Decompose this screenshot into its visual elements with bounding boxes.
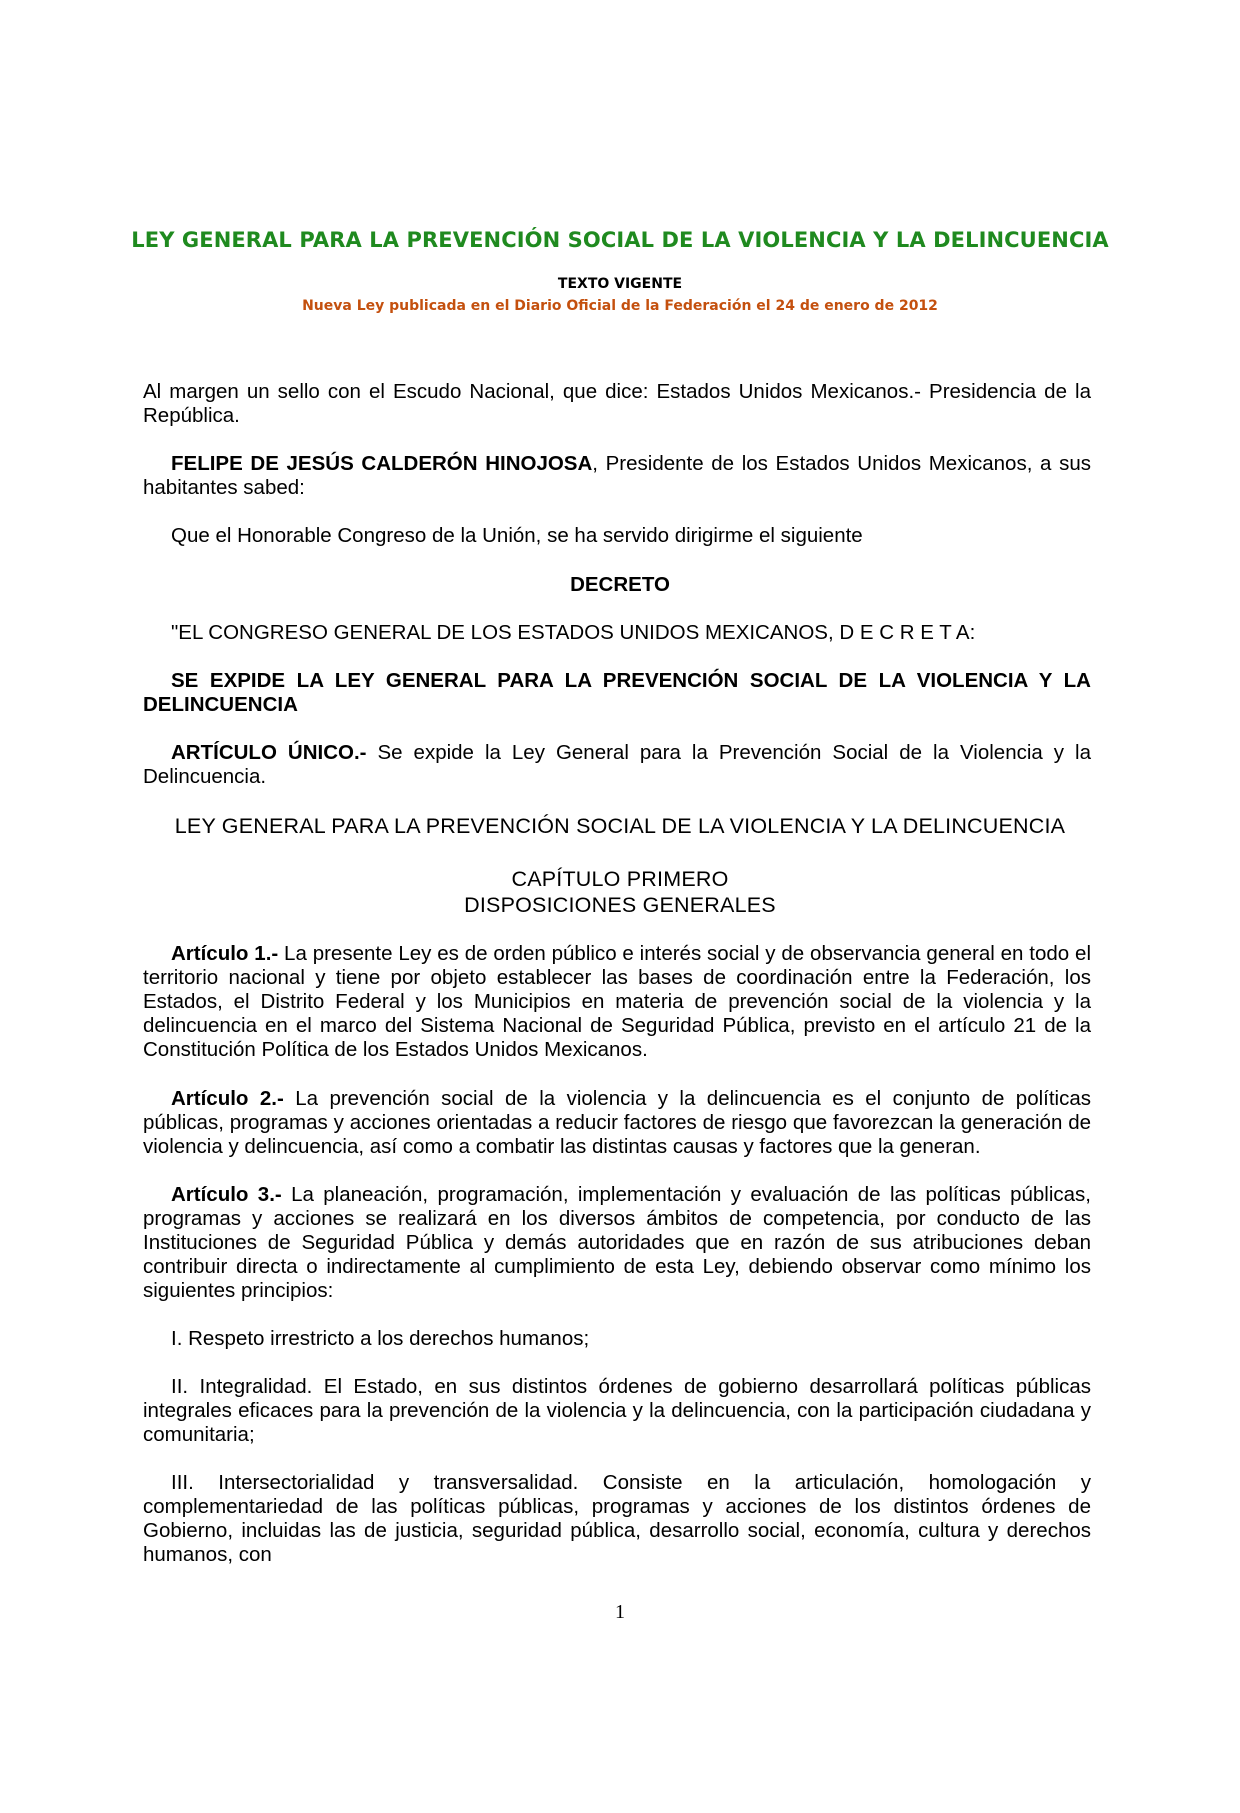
expide-heading: SE EXPIDE LA LEY GENERAL PARA LA PREVENCIÓN SOCIAL DE LA VIOLENCIA Y LA DELINCUENCIA [143,669,1091,716]
margin-note: Al margen un sello con el Escudo Nacional, que dice: Estados Unidos Mexicanos.- Presidencia de la República. [143,380,1091,427]
articulo-unico-text: Se expide la Ley General para la Prevención Social de la Violencia y la Delincuencia. [143,741,1091,788]
articulo-unico [143,741,1091,789]
principle-2 [143,1375,1091,1447]
congress-line: Que el Honorable Congreso de la Unión, se ha servido dirigirme el siguiente [171,524,863,547]
principle-label: I. [171,1327,183,1350]
articulo-unico-label: ARTÍCULO ÚNICO.- [171,741,367,764]
article-label: Artículo 3.- [171,1183,282,1206]
article-2 [143,1087,1091,1159]
article-3 [143,1183,1091,1303]
principle-text: Intersectorialidad y transversalidad. Consiste en la articulación, homologación y complementariedad de las políticas públicas, programas y acciones de los distintos órdenes de Gobierno, incluidas las de justicia, seguridad pública, desarrollo social, economía, cultura y derechos humanos, con [143,1471,1091,1566]
chapter-subtitle: DISPOSICIONES GENERALES [464,893,776,917]
principle-label: III. [171,1471,194,1494]
president-name: FELIPE DE JESÚS CALDERÓN HINOJOSA [171,452,593,475]
article-label: Artículo 1.- [171,942,279,965]
article-label: Artículo 2.- [171,1087,284,1110]
principle-3 [143,1471,1091,1567]
article-1 [143,942,1091,1062]
article-text: La planeación, programación, implementación y evaluación de las políticas públicas, programas y acciones se realizará en los diversos ámbitos de competencia, por conducto de las Instituciones de Seguridad Pública y demás autoridades que en razón de sus atribuciones deban contribuir directa o indirectamente al cumplimiento de esta Ley, debiendo observar como mínimo los siguientes principios: [143,1183,1091,1302]
article-text: La prevención social de la violencia y la delincuencia es el conjunto de políticas públicas, programas y acciones orientadas a reducir factores de riesgo que favorezcan la generación de violencia y delincuencia, así como a combatir las distintas causas y factores que la generan. [143,1087,1091,1158]
decreta-line: "EL CONGRESO GENERAL DE LOS ESTADOS UNIDOS MEXICANOS, D E C R E T A: [171,621,976,644]
principle-text: Respeto irrestricto a los derechos humanos; [182,1327,590,1350]
status-label: TEXTO VIGENTE [557,276,683,292]
principle-1 [143,1327,1091,1351]
publication-note: Nueva Ley publicada en el Diario Oficial de la Federación el 24 de enero de 2012 [302,298,938,314]
law-title: LEY GENERAL PARA LA PREVENCIÓN SOCIAL DE LA VIOLENCIA Y LA DELINCUENCIA [131,228,1109,252]
president-text: , Presidente de los Estados Unidos Mexicanos, a sus habitantes sabed: [143,452,1091,499]
article-text: La presente Ley es de orden público e interés social y de observancia general en todo el territorio nacional y tiene por objeto establecer las bases de coordinación entre la Federación, los Estados, el Distrito Federal y los Municipios en materia de prevención social de la violencia y la delincuencia en el marco del Sistema Nacional de Seguridad Pública, previsto en el artículo 21 de la Constitución Política de los Estados Unidos Mexicanos. [143,942,1091,1061]
page-number: 1 [615,1601,625,1623]
principle-text: Integralidad. El Estado, en sus distintos órdenes de gobierno desarrollará políticas públicas integrales eficaces para la prevención de la violencia y la delincuencia, con la participación ciudadana y comunitaria; [143,1375,1091,1446]
president-paragraph [143,452,1091,500]
decreto-heading: DECRETO [570,573,670,596]
chapter-title: CAPÍTULO PRIMERO [511,867,729,891]
principle-label: II. [171,1375,189,1398]
law-heading: LEY GENERAL PARA LA PREVENCIÓN SOCIAL DE LA VIOLENCIA Y LA DELINCUENCIA [174,814,1066,838]
